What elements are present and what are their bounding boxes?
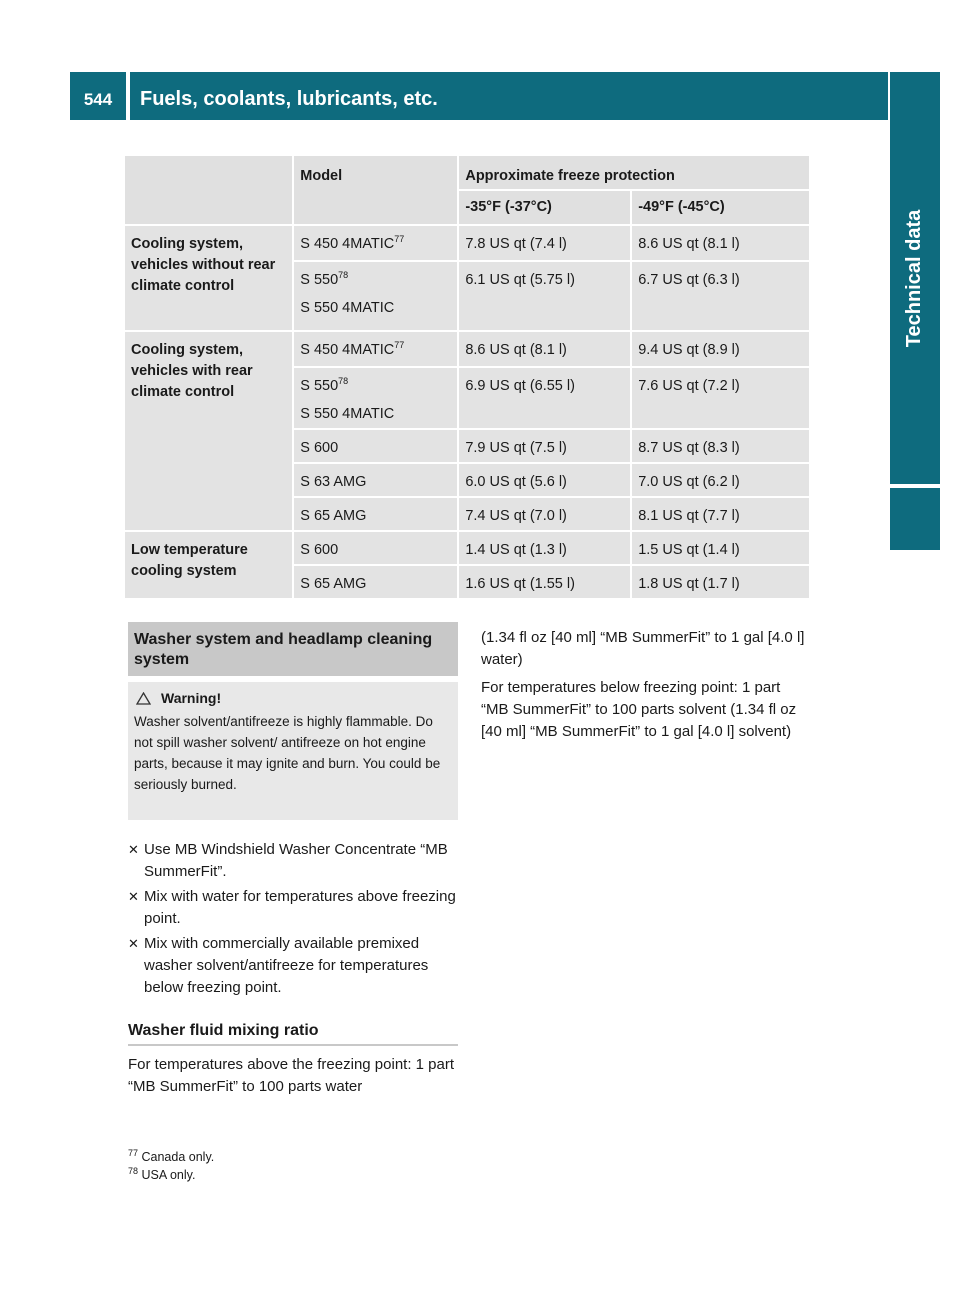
value-cell: 9.4 US qt (8.9 l): [632, 332, 809, 366]
table-corner-cell: [125, 156, 292, 224]
page-number: 544: [83, 90, 113, 109]
value-cell: 6.7 US qt (6.3 l): [632, 262, 809, 330]
footnote-text: Canada only.: [141, 1150, 215, 1164]
side-tab-label: Technical data: [903, 209, 926, 347]
section-heading: Washer system and headlamp cleaning system: [128, 622, 458, 676]
footnote: [128, 1166, 428, 1184]
model-name: S 450 4MATIC: [300, 236, 395, 252]
instruction-text: Mix with water for temperatures above freezing point.: [144, 888, 456, 927]
instruction-item: [128, 933, 460, 999]
value-cell: 1.4 US qt (1.3 l): [459, 532, 630, 564]
instruction-item: [128, 839, 460, 883]
side-tab-label-wrap: [890, 72, 940, 484]
sub-col-header-1: -35°F (-37°C): [459, 191, 630, 224]
footnote-text: USA only.: [141, 1168, 196, 1182]
model-cell: [294, 226, 457, 260]
above-freezing-continued: (1.34 fl oz [40 ml] “MB SummerFit” to 1 gal [4.0 l] water): [481, 629, 805, 668]
instruction-list: [128, 839, 460, 1002]
instruction-marker-icon: ✕: [128, 936, 139, 951]
model-name: S 550: [300, 378, 339, 394]
model-name: S 550: [300, 272, 339, 288]
model-cell: [294, 368, 457, 428]
model-name-secondary: S 550 4MATIC: [300, 406, 395, 422]
footnote: [128, 1148, 428, 1166]
footnotes: [128, 1148, 428, 1184]
value-cell: 6.0 US qt (5.6 l): [459, 464, 630, 496]
warning-title-row: [136, 688, 452, 709]
value-cell: 6.1 US qt (5.75 l): [459, 262, 630, 330]
col-header-protection: Approximate freeze protection: [459, 156, 809, 189]
value-cell: 8.7 US qt (8.3 l): [632, 430, 809, 462]
ratio-heading: Washer fluid mixing ratio: [128, 1022, 458, 1046]
footnote-ref: 77: [394, 234, 405, 245]
below-freezing-text: For temperatures below freezing point: 1 part “MB SummerFit” to 100 parts solvent (1.34 fl oz [40 ml] “MB SummerFit” to 1 gal [4.0 l] solvent): [481, 679, 797, 740]
footnote-ref: 77: [394, 340, 405, 351]
footnote-ref: 78: [338, 270, 349, 281]
instruction-item: [128, 886, 460, 930]
right-column: [481, 627, 811, 743]
footnote-number: 77: [128, 1147, 139, 1158]
value-cell: 7.4 US qt (7.0 l): [459, 498, 630, 530]
instruction-text: Use MB Windshield Washer Concentrate “MB SummerFit”.: [144, 841, 448, 880]
footnote-number: 78: [128, 1165, 139, 1176]
group-label: Cooling system, vehicles with rear climate control: [125, 332, 292, 530]
model-cell: [294, 262, 457, 330]
sub-col-header-2: -49°F (-45°C): [632, 191, 809, 224]
value-cell: 8.1 US qt (7.7 l): [632, 498, 809, 530]
value-cell: 1.8 US qt (1.7 l): [632, 566, 809, 598]
model-name-secondary: S 550 4MATIC: [300, 300, 395, 316]
warning-triangle-icon: [136, 692, 151, 705]
group-label: Cooling system, vehicles without rear climate control: [125, 226, 292, 330]
value-cell: 6.9 US qt (6.55 l): [459, 368, 630, 428]
model-cell: S 65 AMG: [294, 566, 457, 598]
value-cell: 7.6 US qt (7.2 l): [632, 368, 809, 428]
instruction-text: Mix with commercially available premixed washer solvent/antifreeze for temperatures below freezing point.: [144, 935, 429, 996]
above-freezing-text: For temperatures above the freezing point: 1 part “MB SummerFit” to 100 parts water: [128, 1056, 455, 1095]
value-cell: 1.6 US qt (1.55 l): [459, 566, 630, 598]
model-cell: [294, 332, 457, 366]
col-header-model: Model: [294, 156, 457, 224]
instruction-marker-icon: ✕: [128, 842, 139, 857]
value-cell: 8.6 US qt (8.1 l): [632, 226, 809, 260]
instruction-marker-icon: ✕: [128, 889, 139, 904]
page-title: Fuels, coolants, lubricants, etc.: [130, 72, 888, 120]
model-cell: S 600: [294, 532, 457, 564]
value-cell: 1.5 US qt (1.4 l): [632, 532, 809, 564]
model-cell: S 600: [294, 430, 457, 462]
model-name: S 450 4MATIC: [300, 342, 395, 358]
warning-text: Washer solvent/antifreeze is highly flammable. Do not spill washer solvent/ antifreeze on hot engine parts, because it may ignite and burn. You could be seriously burned.: [134, 714, 441, 792]
group-label: Low temperature cooling system: [125, 532, 292, 598]
warning-box: [128, 682, 458, 820]
value-cell: 7.9 US qt (7.5 l): [459, 430, 630, 462]
value-cell: 7.8 US qt (7.4 l): [459, 226, 630, 260]
footnote-ref: 78: [338, 376, 349, 387]
value-cell: 8.6 US qt (8.1 l): [459, 332, 630, 366]
warning-title: Warning!: [161, 690, 222, 706]
value-cell: 7.0 US qt (6.2 l): [632, 464, 809, 496]
model-cell: S 63 AMG: [294, 464, 457, 496]
freeze-protection-table: [123, 154, 811, 600]
side-block: [890, 488, 940, 550]
model-cell: S 65 AMG: [294, 498, 457, 530]
